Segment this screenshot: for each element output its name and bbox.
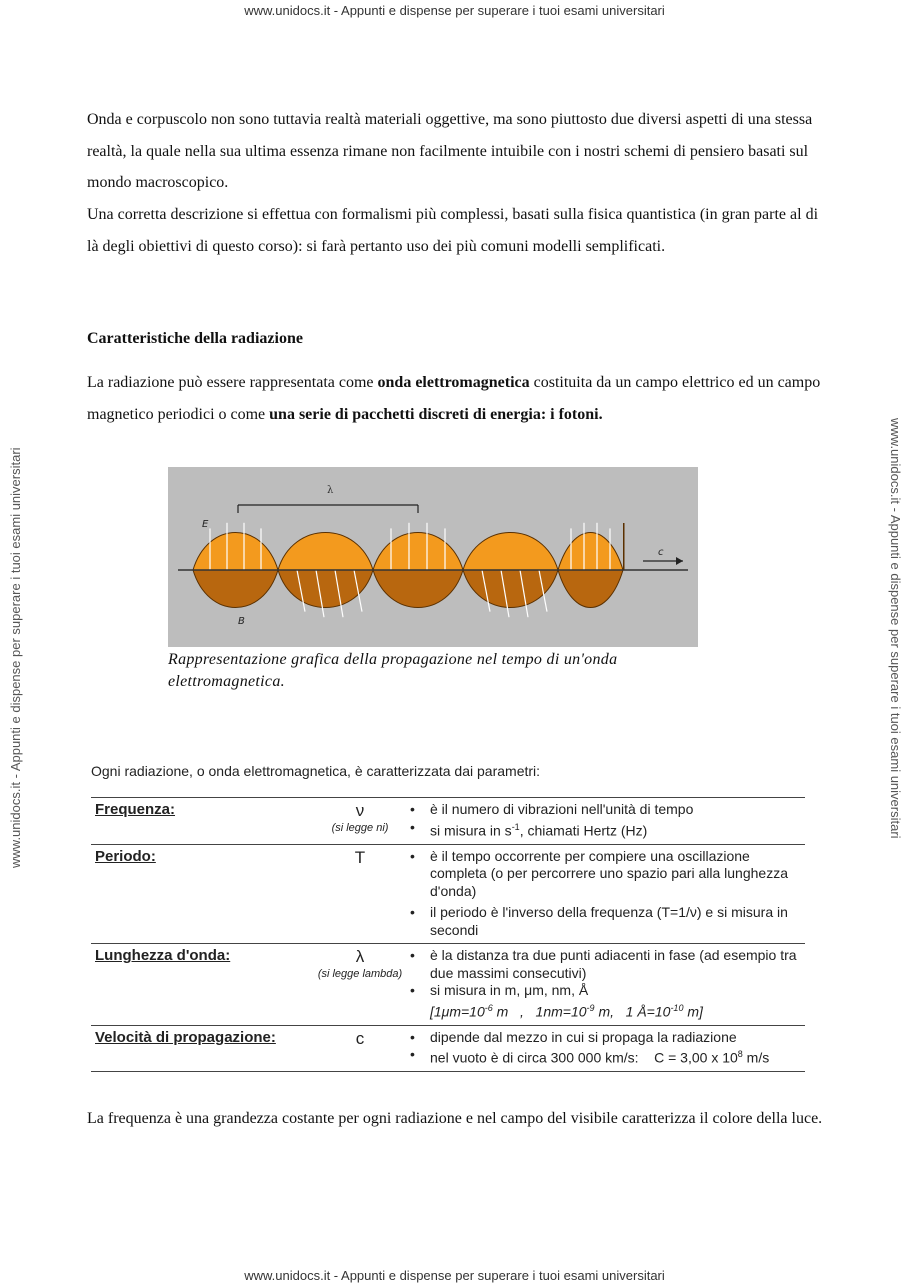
param-symbol: T — [354, 847, 366, 867]
b-label: B — [238, 616, 245, 627]
wave-lobe-e — [558, 533, 623, 571]
param-description — [410, 798, 805, 845]
propagation-arrow-head — [676, 557, 683, 565]
wave-illustration — [168, 467, 698, 647]
radiation-bold-2: una serie di pacchetti discreti di energia: i fotoni. — [269, 405, 603, 423]
radiation-text-2: costituita da un campo elettrico ed un campo magnetico periodici o come — [87, 374, 821, 423]
param-note: (si legge lambda) — [317, 968, 403, 981]
watermark-side-left: www.unidocs.it - Appunti e dispense per superare i tuoi esami universitari — [8, 447, 23, 868]
watermark-footer: www.unidocs.it - Appunti e dispense per superare i tuoi esami universitari — [244, 1268, 665, 1283]
param-name: Frequenza: — [91, 798, 310, 845]
wave-lobe-b — [373, 570, 463, 608]
paragraph-descrizione: Una corretta descrizione si effettua con formalismi più complessi, basati sulla fisica quantistica (in gran parte al di là degli obiettivi di questo corso): si farà pertanto uso dei più comuni modelli semplificati. — [87, 206, 819, 255]
param-symbol-cell — [310, 1025, 410, 1072]
param-name: Lunghezza d'onda: — [91, 944, 310, 1026]
closing-paragraph: La frequenza è una grandezza costante per ogni radiazione e nel campo del visibile caratterizza il colore della luce. — [87, 1110, 823, 1127]
figure-caption: Rappresentazione grafica della propagazione nel tempo di un'onda elettromagnetica. — [168, 651, 618, 690]
wave-lobe-b — [278, 533, 373, 571]
wave-lobe-e — [373, 533, 463, 571]
wave-front-edge — [623, 523, 625, 570]
param-bullet: • si misura in $s^{-1}$, chiamati Hertz (Hz) — [430, 819, 805, 840]
wave-lobe-b — [463, 533, 558, 571]
param-symbol: λ — [355, 947, 365, 967]
radiation-text-1: La radiazione può essere rappresentata come — [87, 374, 378, 391]
param-note: (si legge ni) — [331, 822, 389, 834]
section-title: Caratteristiche della radiazione — [87, 330, 303, 347]
table-row-periodo — [91, 844, 805, 944]
watermark-side-right: www.unidocs.it - Appunti e dispense per superare i tuoi esami universitari — [888, 418, 903, 839]
paragraph-radiazione — [87, 367, 827, 430]
param-bullet: • è il tempo occorrente per compiere una oscillazione completa (o per percorrere uno spazio pari alla lunghezza d'onda) — [430, 848, 805, 901]
param-bullet: • si misura in m, μm, nm, Å — [430, 982, 805, 1000]
param-symbol: c — [355, 1028, 365, 1048]
param-bullet: • nel vuoto è di circa 300 000 km/s: C = 3,00 x $10^8$ m/s — [430, 1046, 805, 1067]
table-row-frequenza — [91, 798, 805, 845]
paragraph-onda-corpuscolo: Onda e corpuscolo non sono tuttavia realtà materiali oggettive, ma sono piuttosto due diversi aspetti di una stessa realtà, la quale nella sua ultima essenza rimane non facilmente intuibile con i nostri schemi di pensiero basati sul mondo macroscopico. — [87, 111, 813, 191]
wave-figure — [168, 467, 698, 647]
param-symbol-cell — [310, 844, 410, 944]
param-symbol-cell — [310, 798, 410, 845]
wave-lobe-e — [193, 533, 278, 571]
param-bullet: • dipende dal mezzo in cui si propaga la radiazione — [430, 1029, 805, 1047]
param-symbol: ν — [355, 801, 365, 820]
wave-lobe-b — [193, 570, 278, 608]
wave-lobe-b — [558, 570, 623, 608]
watermark-header: www.unidocs.it - Appunti e dispense per superare i tuoi esami universitari — [244, 3, 665, 18]
param-bullet: • è la distanza tra due punti adiacenti in fase (ad esempio tra due massimi consecutivi) — [430, 947, 805, 982]
param-bullet: • il periodo è l'inverso della frequenza (T=1/ν) e si misura in secondi — [430, 904, 805, 939]
param-name: Velocità di propagazione: — [91, 1025, 310, 1072]
radiation-bold-1: onda elettromagnetica — [377, 374, 530, 391]
parameters-table — [91, 797, 805, 1072]
param-description — [410, 1025, 805, 1072]
table-row-velocita — [91, 1025, 805, 1072]
c-label: c — [658, 547, 664, 558]
wave-lobe-e — [278, 570, 373, 608]
param-symbol-cell — [310, 944, 410, 1026]
param-name: Periodo: — [91, 844, 310, 944]
wave-lobe-e — [463, 570, 558, 608]
table-row-lunghezza-onda — [91, 944, 805, 1026]
lambda-label: λ — [327, 485, 334, 496]
param-conversion: [$1\mu m=10^{-6}$ m , $1nm=10^{-9}$ m, 1 $Å=10^{-10}$ m] — [430, 1002, 703, 1020]
param-bullet: • è il numero di vibrazioni nell'unità di tempo — [430, 801, 805, 819]
e-label: E — [202, 519, 209, 530]
param-description — [410, 944, 805, 1026]
param-description — [410, 844, 805, 944]
parameters-intro: Ogni radiazione, o onda elettromagnetica, è caratterizzata dai parametri: — [91, 763, 541, 779]
